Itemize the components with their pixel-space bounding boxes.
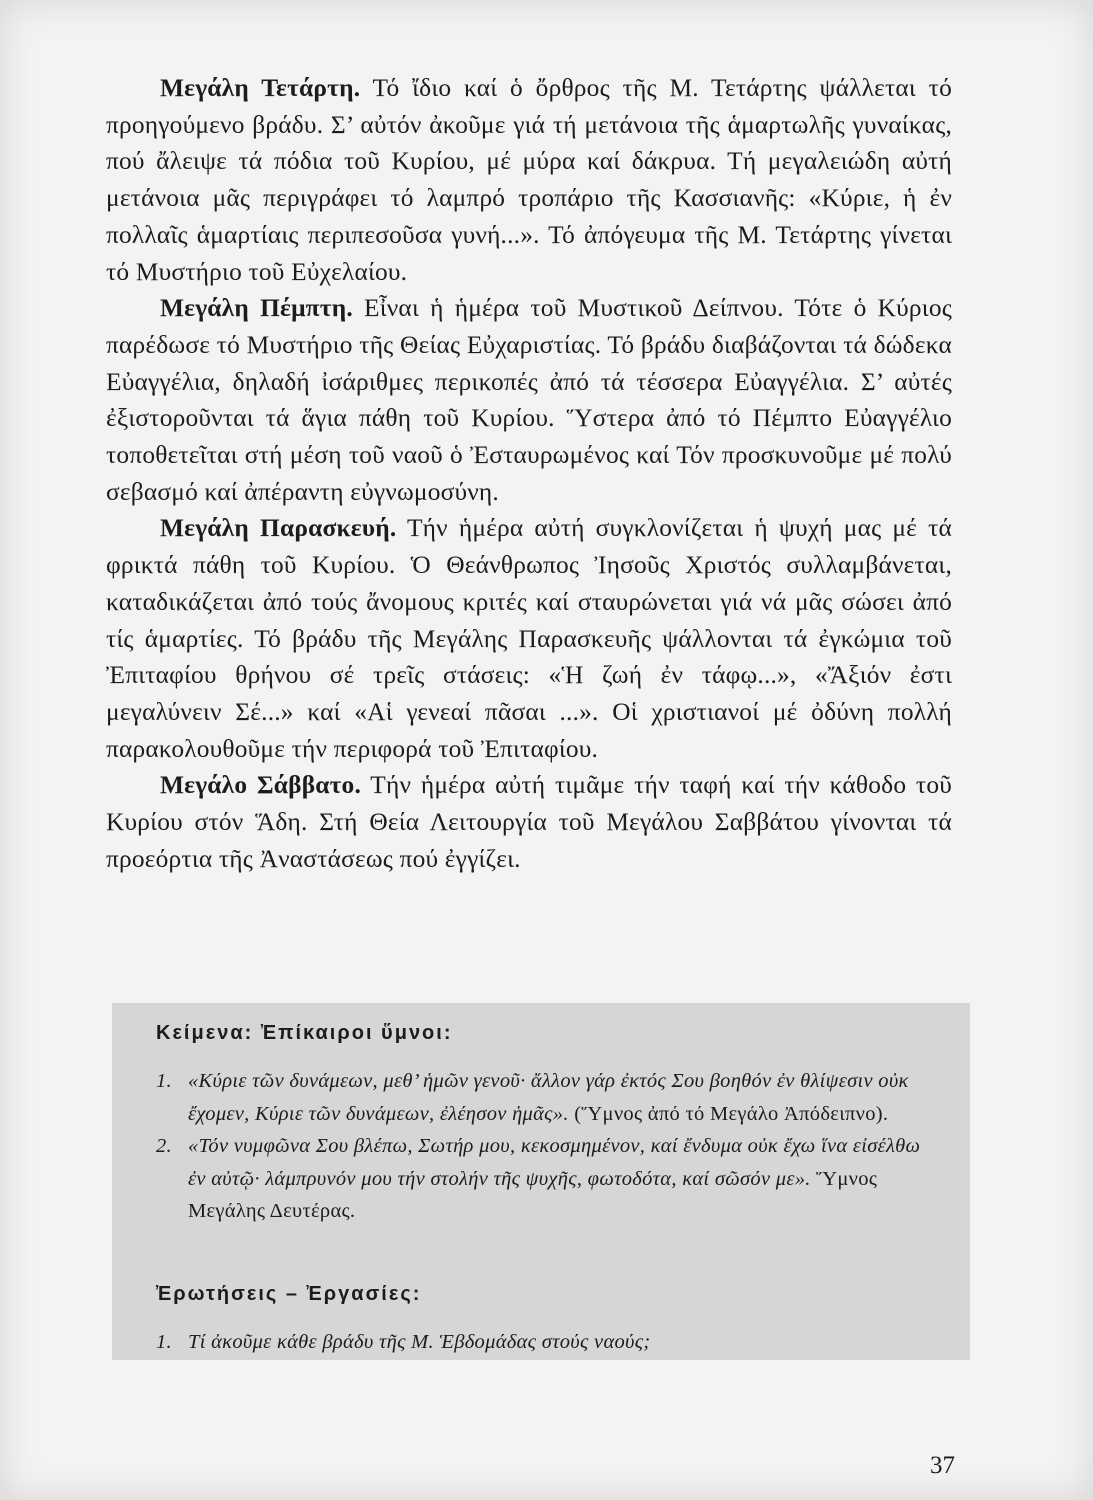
paragraph-heading: Μεγάλη Πέμπτη. (160, 294, 353, 323)
paragraph-holy-saturday (106, 767, 952, 877)
paragraph-text: Τό ἴδιο καί ὁ ὄρθρος τῆς Μ. Τετάρτης ψάλλεται τό προηγούμενο βράδυ. Σ’ αὐτόν ἀκοῦμε γιά τή μετάνοια τῆς ἁμαρτωλῆς γυναίκας, πού ἄλειψε τά πόδια τοῦ Κυρίου, μέ μύρα καί δάκρυα. Τή μεγαλειώδη αὐτή μετάνοια μᾶς περιγράφει τό λαμπρό τροπάριο τῆς Κασσιανῆς: «Κύριε, ἡ ἐν πολλαῖς ἁμαρτίαις περιπεσοῦσα γυνή...». Τό ἀπόγευμα τῆς Μ. Τετάρτης γίνεται τό Μυστήριο τοῦ Εὐχελαίου. (106, 74, 952, 286)
paragraph-text: Τήν ἡμέρα αὐτή τιμᾶμε τήν ταφή καί τήν κάθοδο τοῦ Κυρίου στόν Ἅδη. Στή Θεία Λειτουργία τοῦ Μεγάλου Σαββάτου γίνονται τά προεόρτια τῆς Ἀναστάσεως πού ἐγγίζει. (106, 771, 952, 873)
hymn-quote: «Κύριε τῶν δυνάμεων, μεθ’ ἡμῶν γενοῦ· ἄλλον γάρ ἐκτός Σου βοηθόν ἐν θλίψεσιν οὐκ ἔχομεν, Κύριε τῶν δυνάμεων, ἐλέησον ἡμᾶς». (188, 1070, 909, 1125)
question-number: 1. (156, 1331, 172, 1353)
hymn-list (156, 1065, 936, 1228)
texts-heading: Κείμενα: Ἐπίκαιροι ὕμνοι: (156, 1022, 453, 1044)
paragraph-text: Τήν ἡμέρα αὐτή συγκλονίζεται ἡ ψυχή μας μέ τά φρικτά πάθη τοῦ Κυρίου. Ὁ Θεάνθρωπος Ἰησοῦς Χριστός συλλαμβάνεται, καταδικάζεται ἀπό τούς ἄνομους κριτές καί σταυρώνεται γιά νά μᾶς σώσει ἀπό τίς ἁμαρτίες. Τό βράδυ τῆς Μεγάλης Παρασκευῆς ψάλλονται τά ἐγκώμια τοῦ Ἐπιταφίου θρήνου σέ τρεῖς στάσεις: «Ἡ ζωή ἐν τάφῳ...», «Ἄξιόν ἐστι μεγαλύνειν Σέ...» καί «Αἱ γενεαί πᾶσαι ...». Οἱ χριστιανοί μέ ὀδύνη πολλή παρακολουθοῦμε τήν περιφορά τοῦ Ἐπιταφίου. (106, 514, 952, 763)
question-item (156, 1326, 936, 1359)
paragraph-heading: Μεγάλο Σάββατο. (160, 771, 361, 800)
paragraph-holy-wednesday (106, 70, 952, 290)
questions-heading: Ἐρωτήσεις – Ἐργασίες: (156, 1283, 422, 1305)
hymn-quote: «Τόν νυμφῶνα Σου βλέπω, Σωτήρ μου, κεκοσμημένον, καί ἔνδυμα οὐκ ἔχω ἵνα εἰσέλθω ἐν αὐτῷ· λάμπρυνόν μου τήν στολήν τῆς ψυχῆς, φωτοδότα, καί σῶσόν με». (188, 1135, 921, 1190)
hymn-source: (Ὕμνος ἀπό τό Μεγάλο Ἀπόδειπνο). (568, 1102, 889, 1125)
paragraph-text: Εἶναι ἡ ἡμέρα τοῦ Μυστικοῦ Δείπνου. Τότε ὁ Κύριος παρέδωσε τό Μυστήριο τῆς Θείας Εὐχαριστίας. Τό βράδυ διαβάζονται τά δώδεκα Εὐαγγέλια, δηλαδή ἰσάριθμες περικοπές ἀπό τά τέσσερα Εὐαγγέλια. Σ’ αὐτές ἐξιστοροῦνται τά ἅγια πάθη τοῦ Κυρίου. Ὕστερα ἀπό τό Πέμπτο Εὐαγγέλιο τοποθετεῖται στή μέση τοῦ ναοῦ ὁ Ἐσταυρωμένος καί Τόν προσκυνοῦμε μέ πολύ σεβασμό καί ἀπέραντη εὐγνωμοσύνη. (106, 294, 952, 506)
texts-box (112, 1003, 970, 1360)
paragraph-heading: Μεγάλη Τετάρτη. (160, 74, 361, 102)
paragraph-holy-friday (106, 510, 952, 767)
question-list (156, 1326, 936, 1359)
hymn-source: Ὕμνος Μεγάλης Δευτέρας. (188, 1167, 878, 1222)
hymn-number: 2. (156, 1135, 172, 1157)
paragraph-heading: Μεγάλη Παρασκευή. (160, 514, 397, 543)
main-text (106, 70, 952, 877)
hymn-number: 1. (156, 1070, 172, 1092)
question-text: Τί ἀκοῦμε κάθε βράδυ τῆς Μ. Ἑβδομάδας στούς ναούς; (188, 1331, 651, 1353)
hymn-item (156, 1065, 936, 1130)
page-number: 37 (930, 1452, 955, 1479)
hymn-item (156, 1130, 936, 1228)
paragraph-holy-thursday (106, 290, 952, 510)
